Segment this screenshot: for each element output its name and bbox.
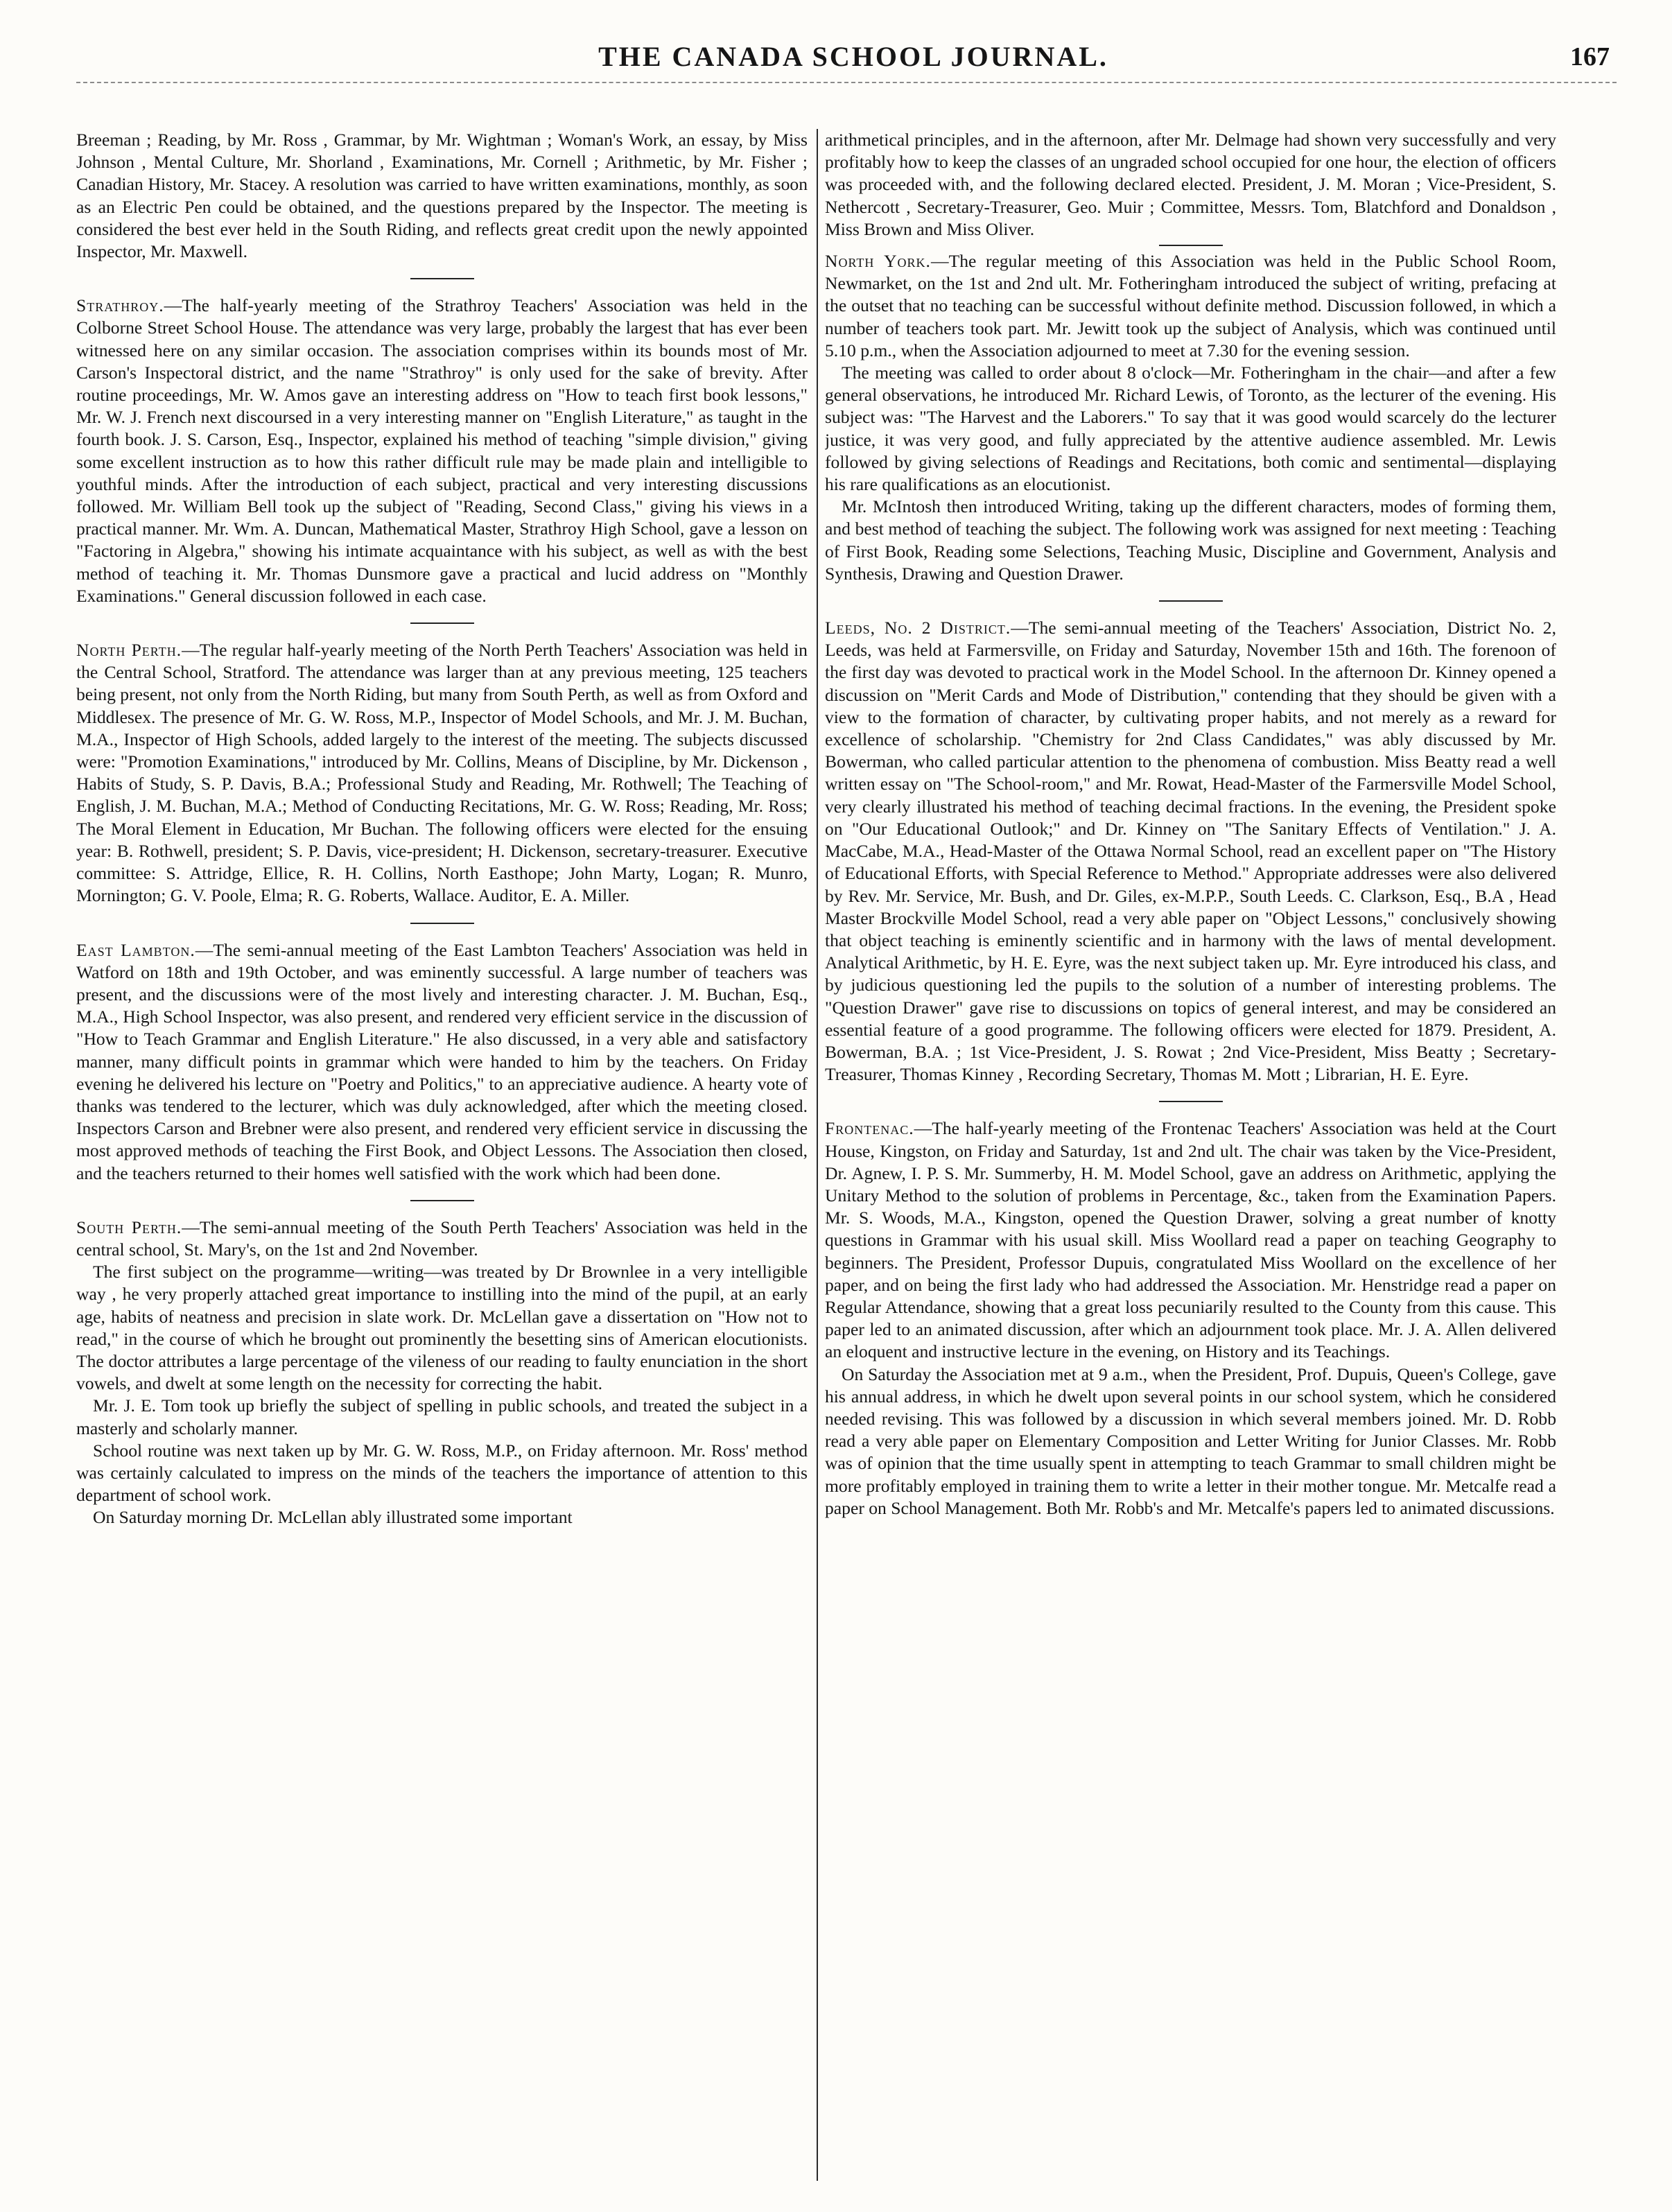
article-paragraph xyxy=(825,617,1556,1086)
article-frontenac xyxy=(825,1117,1556,1519)
article-text: —The half-yearly meeting of the Strathroy Teachers' Association was held in the Colborne Street School House. The attendance was very large, probably the largest that has ever been witnessed here on any similar occasion. The association comprises within its bounds most of Mr. Carson's Inspectoral district, and the name "Strathroy" is only used for the sake of brevity. After routine proceedings, Mr. W. Amos gave an interesting address on "How to teach first book lessons," Mr. W. J. French next discoursed in a very interesting manner on "English Literature," as taught in the fourth book. J. S. Carson, Esq., Inspector, explained his method of teaching "simple division," giving some excellent instruction as to how this rather difficult rule may be made plain and intelligible to youthful minds. After the introduction of each subject, practical and very interesting discussions followed. Mr. William Bell took up the subject of "Reading, Second Class," giving his views in a practical manner. Mr. Wm. A. Duncan, Mathematical Master, Strathroy High School, gave a lesson on "Factoring in Algebra," showing his intimate acquaintance with his subject, as well as with the best method of teaching it. Mr. Thomas Dunsmore gave a practical and lucid address on "Monthly Examinations." General discussion followed in each case. xyxy=(76,295,808,606)
article-text: —The semi-annual meeting of the South Perth Teachers' Association was held in the central school, St. Mary's, on the 1st and 2nd November. xyxy=(76,1217,808,1260)
section-separator xyxy=(410,622,474,624)
article-north-york xyxy=(825,250,1556,585)
article-heading: North York. xyxy=(825,251,931,272)
article-paragraph: arithmetical principles, and in the afternoon, after Mr. Delmage had shown very successfully and very profitably how to keep the classes of an ungraded school occupied for one hour, the election of officers was proceeded with, and the following declared elected. President, J. M. Moran ; Vice-President, S. Nethercott , Secretary-Treasurer, Geo. Muir ; Committee, Messrs. Tom, Blatchford and Donaldson , Miss Brown and Miss Oliver. xyxy=(825,130,1556,239)
journal-title: THE CANADA SCHOOL JOURNAL. xyxy=(598,41,1108,72)
article-text: —The regular half-yearly meeting of the North Perth Teachers' Association was held in the Central School, Stratford. The attendance was larger than at any previous meeting, 125 teachers being present, not only from the North Riding, but many from South Perth, as well as from Oxford and Middlesex. The presence of Mr. G. W. Ross, M.P., Inspector of Model Schools, and Mr. J. M. Buchan, M.A., Inspector of High Schools, added largely to the interest of the meeting. The subjects discussed were: "Promotion Examinations," introduced by Mr. Collins, Means of Discipline, by Mr. Dickenson , Habits of Study, S. P. Davis, B.A.; Professional Study and Reading, Mr. Rothwell; The Teaching of English, J. M. Buchan, M.A.; Method of Conducting Recitations, Mr. G. W. Ross; Reading, Mr. Ross; The Moral Element in Education, Mr Buchan. The following officers were elected for the ensuing year: B. Rothwell, president; S. P. Davis, vice-president; H. Dickenson, secretary-treasurer. Executive committee: S. Attridge, Ellice, R. H. Collins, North Easthope; John Marty, Logan; R. Munro, Mornington; G. V. Poole, Elma; R. G. Roberts, Wallace. Auditor, E. A. Miller. xyxy=(76,640,808,906)
article-heading: Leeds, No. 2 District. xyxy=(825,618,1011,638)
section-separator xyxy=(1159,600,1223,602)
article-paragraph xyxy=(825,250,1556,362)
section-separator xyxy=(410,278,474,279)
article-paragraph xyxy=(825,1117,1556,1363)
page-header xyxy=(76,40,1630,82)
article-east-lambton xyxy=(76,939,808,1185)
article-heading: Frontenac. xyxy=(825,1118,914,1139)
article-text: —The regular meeting of this Association was held in the Public School Room, Newmarket, on the 1st and 2nd ult. Mr. Fotheringham introduced the subject of writing, prefacing at the outset that no teaching can be successful without definite method. Discussion followed, in which a number of teachers took part. Mr. Jewitt took up the subject of Analysis, which was continued until 5.10 p.m., when the Association adjourned to meet at 7.30 for the evening session. xyxy=(825,251,1556,360)
article-paragraph xyxy=(76,639,808,907)
article-paragraph: The meeting was called to order about 8 o'clock—Mr. Fotheringham in the chair—and after a few general observations, he introduced Mr. Richard Lewis, of Toronto, as the lecturer of the evening. His subject was: "The Harvest and the Laborers." To say that it was good would scarcely do the lecturer justice, it was very good, and fully appreciated by the attentive audience assembled. Mr. Lewis followed by giving selections of Readings and Recitations, both comic and sentimental—displaying his rare qualifications as an elocutionist. xyxy=(825,363,1556,495)
article-paragraph xyxy=(76,1217,808,1261)
article-text: —The half-yearly meeting of the Frontenac Teachers' Association was held at the Court House, Kingston, on Friday and Saturday, 1st and 2nd ult. The chair was taken by the Vice-President, Dr. Agnew, I. P. S. Mr. Summerby, H. M. Model School, gave an address on Arithmetic, applying the Unitary Method to the solution of problems in Percentage, &c., taken from the Examination Papers. Mr. S. Woods, M.A., Kingston, opened the Question Drawer, solving a great number of knotty questions in Grammar with his usual skill. Miss Woollard read a paper on teaching Geography to beginners. The President, Professor Dupuis, congratulated Miss Woollard on the excellence of her paper, and on being the first lady who had addressed the Association. Mr. Henstridge read a paper on Regular Attendance, showing that a great loss pecuniarily resulted to the County from this cause. This paper led to an animated discussion, after which an adjournment took place. Mr. J. A. Allen delivered an eloquent and instructive lecture in the evening, on History and its Teachings. xyxy=(825,1118,1556,1362)
article-south-perth xyxy=(76,1217,808,1529)
article-text: —The semi-annual meeting of the East Lambton Teachers' Association was held in Watford on 18th and 19th October, and was eminently successful. A large number of teachers was present, and the discussions were of the most lively and interesting character. J. M. Buchan, Esq., M.A., High School Inspector, was also present, and rendered very efficient service in the discussion of "How to Teach Grammar and English Literature." He also discussed, in a very able and satisfactory manner, many difficult points in grammar which were handed to him by the teachers. On Friday evening he delivered his lecture on "Poetry and Politics," to an appreciative audience. A hearty vote of thanks was tendered to the lecturer, which was duly acknowledged, after which the meeting closed. Inspectors Carson and Brebner were also present, and rendered very efficient service in discussing the most approved methods of teaching the First Book, and Object Lessons. The Association then closed, and the teachers returned to their homes well satisfied with the work which had been done. xyxy=(76,939,808,1183)
article-paragraph: School routine was next taken up by Mr. G. W. Ross, M.P., on Friday afternoon. Mr. Ross' method was certainly calculated to impress on the minds of the teachers the importance of attention to this department of school work. xyxy=(76,1440,808,1506)
article-heading: East Lambton. xyxy=(76,939,195,960)
article-paragraph: On Saturday the Association met at 9 a.m., when the President, Prof. Dupuis, Queen's College, gave his annual address, in which he dwelt upon several points in our school system, which he considered needed revising. This was followed by a discussion in which several members joined. Mr. D. Robb read a very able paper on Elementary Composition and Letter Writing for Junior Classes. Mr. Robb was of opinion that the time usually spent in attempting to teach Grammar to small children might be more profitably employed in training them to write a letter in their mother tongue. Mr. Metcalfe read a paper on School Management. Both Mr. Robb's and Mr. Metcalfe's papers led to animated discussions. xyxy=(825,1364,1556,1518)
article-text: —The semi-annual meeting of the Teachers' Association, District No. 2, Leeds, was held at Farmersville, on Friday and Saturday, November 15th and 16th. The forenoon of the first day was devoted to practical work in the Model School. In the afternoon Dr. Kinney opened a discussion on "Merit Cards and Mode of Distribution," contending that they should be given with a view to the formation of character, by cultivating proper habits, and not merely as a reward for excellence of scholarship. "Chemistry for 2nd Class Candidates," was ably discussed by Mr. Bowerman, who called particular attention to the phenomena of combustion. Miss Beatty read a well written essay on "The School-room," and Mr. Rowat, Head-Master of the Farmersville Model School, very clearly illustrated his method of teaching decimal fractions. In the evening, the President spoke on "Our Educational Outlook;" and Dr. Kinney on "The Sanitary Effects of Ventilation." J. A. MacCabe, M.A., Head-Master of the Ottawa Normal School, read an excellent paper on "The History of Educational Efforts, with Special Reference to Method." Appropriate addresses were also delivered by Rev. Mr. Service, Mr. Bush, and Dr. Giles, ex-M.P.P., South Leeds. C. Clarkson, Esq., B.A , Head Master Brockville Model School, read a very able paper on "Object Lessons," conclusively showing that object teaching is eminently scientific and in harmony with the laws of mental development. Analytical Arithmetic, by H. E. Eyre, was the next subject taken up. Mr. Eyre introduced his class, and by judicious questioning led the pupils to the solution of a number of interesting problems. The "Question Drawer" gave rise to discussions on topics of general interest, and may be considered an essential feature of a good programme. The following officers were elected for 1879. President, A. Bowerman, B.A. ; 1st Vice-President, J. S. Rowat ; 2nd Vice-President, Miss Beatty ; Secretary-Treasurer, Thomas Kinney , Recording Secretary, Thomas M. Mott ; Librarian, H. E. Eyre. xyxy=(825,618,1556,1085)
article-continuation-right xyxy=(825,129,1556,241)
left-column xyxy=(76,129,808,2181)
right-column xyxy=(825,129,1556,2181)
article-paragraph: The first subject on the programme—writing—was treated by Dr Brownlee in a very intelligible way , he very properly attached great importance to instilling into the mind of the pupil, at an early age, habits of neatness and precision in slate work. Dr. McLellan gave a dissertation on "How not to read," in the course of which he brought out prominently the besetting sins of American elocutionists. The doctor attributes a large percentage of the vileness of our reading to faulty enunciation in the short vowels, and dwelt at some length on the necessity for correcting the habit. xyxy=(76,1262,808,1394)
article-paragraph: On Saturday morning Dr. McLellan ably illustrated some important xyxy=(93,1507,573,1528)
article-north-perth xyxy=(76,639,808,907)
section-separator xyxy=(1159,1101,1223,1102)
page-number: 167 xyxy=(1570,42,1610,71)
header-rule xyxy=(76,82,1617,83)
article-paragraph xyxy=(76,939,808,1185)
article-paragraph xyxy=(76,295,808,607)
article-leeds xyxy=(825,617,1556,1086)
article-heading: Strathroy. xyxy=(76,295,164,316)
article-paragraph: Mr. McIntosh then introduced Writing, taking up the different characters, modes of forming them, and best method of teaching the subject. The following work was assigned for next meeting : Teaching of First Book, Reading some Selections, Teaching Music, Discipline and Government, Analysis and Synthesis, Drawing and Question Drawer. xyxy=(825,496,1556,584)
article-heading: North Perth. xyxy=(76,640,182,661)
section-separator xyxy=(1159,245,1223,246)
column-divider xyxy=(817,129,818,2181)
article-heading: South Perth. xyxy=(76,1217,182,1237)
article-paragraph: Breeman ; Reading, by Mr. Ross , Grammar, by Mr. Wightman ; Woman's Work, an essay, by Miss Johnson , Mental Culture, Mr. Shorland , Examinations, Mr. Cornell ; Arithmetic, by Mr. Fisher ; Canadian History, Mr. Stacey. A resolution was carried to have written examinations, monthly, as soon as an Electric Pen could be obtained, and the questions prepared by the Inspector. The meeting is considered the best ever held in the South Riding, and reflects great credit upon the newly appointed Inspector, Mr. Maxwell. xyxy=(76,130,808,262)
article-paragraph: Mr. J. E. Tom took up briefly the subject of spelling in public schools, and treated the subject in a masterly and scholarly manner. xyxy=(76,1395,808,1438)
article-strathroy xyxy=(76,295,808,607)
section-separator xyxy=(410,1200,474,1201)
article-continuation xyxy=(76,129,808,263)
section-separator xyxy=(410,923,474,924)
